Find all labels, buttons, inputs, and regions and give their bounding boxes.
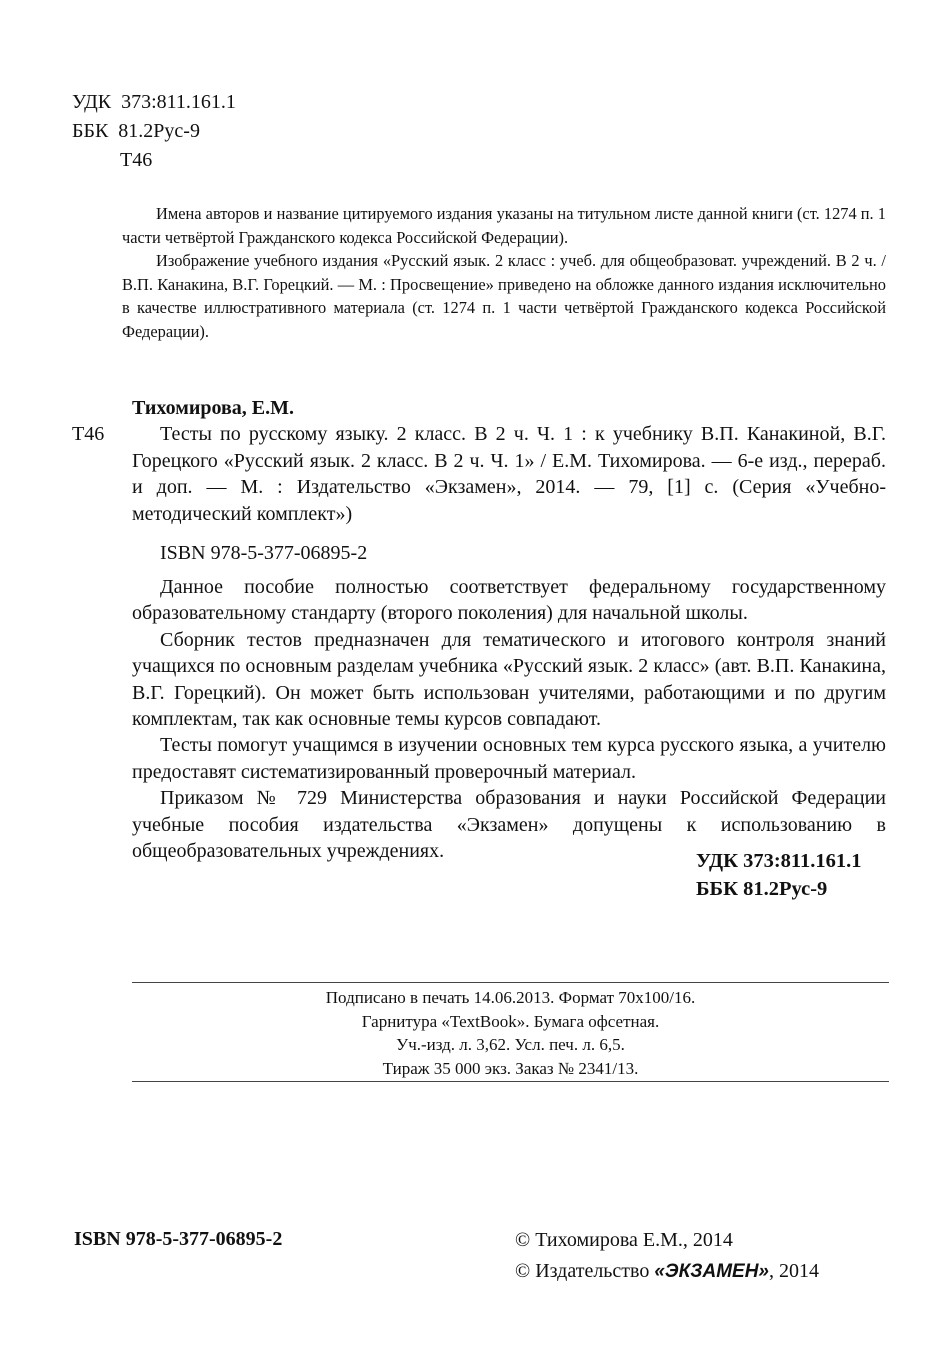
imprint-top-rule xyxy=(132,982,889,983)
udk-code-bottom: УДК 373:811.161.1 xyxy=(696,850,862,872)
annotation-paragraph: Тесты помогут учащимся в изучении основных тем курса русского языка, а учителю предоставят систематизированный проверочный материал. xyxy=(132,734,886,783)
footer-isbn: ISBN 978-5-377-06895-2 xyxy=(74,1228,283,1250)
annotation-paragraph: Сборник тестов предназначен для тематического и итогового контроля знаний учащихся по основным разделам учебника «Русский язык. 2 класс» (авт. В.П. Канакина, В.Г. Горецкий). Он может быть использован учителями, работающими и по другим комплектам, так как основные темы курсов совпадают. xyxy=(132,628,886,731)
copyright-author: © Тихомирова Е.М., 2014 xyxy=(515,1229,733,1251)
copyright-publisher-suffix: , 2014 xyxy=(768,1260,819,1282)
copyright-block xyxy=(515,1225,819,1287)
imprint-line: Уч.-изд. л. 3,62. Усл. печ. л. 6,5. xyxy=(396,1035,625,1054)
author-mark: Т46 xyxy=(120,149,153,171)
publisher-name: «ЭКЗАМЕН» xyxy=(654,1261,769,1282)
legal-notice-paragraph: Имена авторов и название цитируемого издания указаны на титульном листе данной книги (ст. 1274 п. 1 части четвёртой Гражданского кодекса Российской Федерации). xyxy=(122,204,886,247)
legal-notice xyxy=(122,202,886,344)
classification-codes-bottom xyxy=(696,847,862,903)
imprint-line: Тираж 35 000 экз. Заказ № 2341/13. xyxy=(382,1058,639,1078)
record-description: Тесты по русскому языку. 2 класс. В 2 ч. Ч. 1 : к учебнику В.П. Канакиной, В.Г. Горецкого «Русский язык. 2 класс. В 2 ч. Ч. 1» / Е.М. Тихомирова. — 6-е изд., перераб. и доп. — М. : Издательство «Экзамен», 2014. — 79, [1] с. (Серия «Учебно-методический комплект») xyxy=(132,423,886,525)
bbk-code: ББК 81.2Рус-9 xyxy=(72,120,200,142)
record-code: Т46 xyxy=(72,423,105,445)
copyright-publisher xyxy=(515,1256,819,1287)
record-isbn: ISBN 978-5-377-06895-2 xyxy=(160,542,368,564)
legal-notice-paragraph: Изображение учебного издания «Русский язык. 2 класс : учеб. для общеобразоват. учреждений. В 2 ч. / В.П. Канакина, В.Г. Горецкий. — М. : Просвещение» приведено на обложке данного издания исключительно в качестве иллюстративного материала (ст. 1274 п. 1 части четвёртой Гражданского кодекса Российской Федерации). xyxy=(122,251,886,341)
annotation-paragraph: Данное пособие полностью соответствует федеральному государственному образовательному стандарту (второго поколения) для начальной школы. xyxy=(132,576,886,625)
imprint-line: Гарнитура «TextBook». Бумага офсетная. xyxy=(361,1011,660,1031)
bbk-code-bottom: ББК 81.2Рус-9 xyxy=(696,878,828,900)
annotation-paragraph: Приказом № 729 Министерства образования и науки Российской Федерации учебные пособия издательства «Экзамен» допущены к использованию в общеобразовательных учреждениях. xyxy=(132,787,886,863)
copyright-publisher-prefix: © Издательство xyxy=(515,1260,655,1282)
imprint xyxy=(132,986,889,1080)
record-author: Тихомирова, Е.М. xyxy=(132,397,295,419)
imprint-bottom-rule xyxy=(132,1081,889,1082)
udk-code: УДК 373:811.161.1 xyxy=(72,91,236,113)
annotation xyxy=(132,574,886,864)
imprint-line: Подписано в печать 14.06.2013. Формат 70х100/16. xyxy=(325,988,696,1007)
classification-codes-top xyxy=(72,88,236,175)
